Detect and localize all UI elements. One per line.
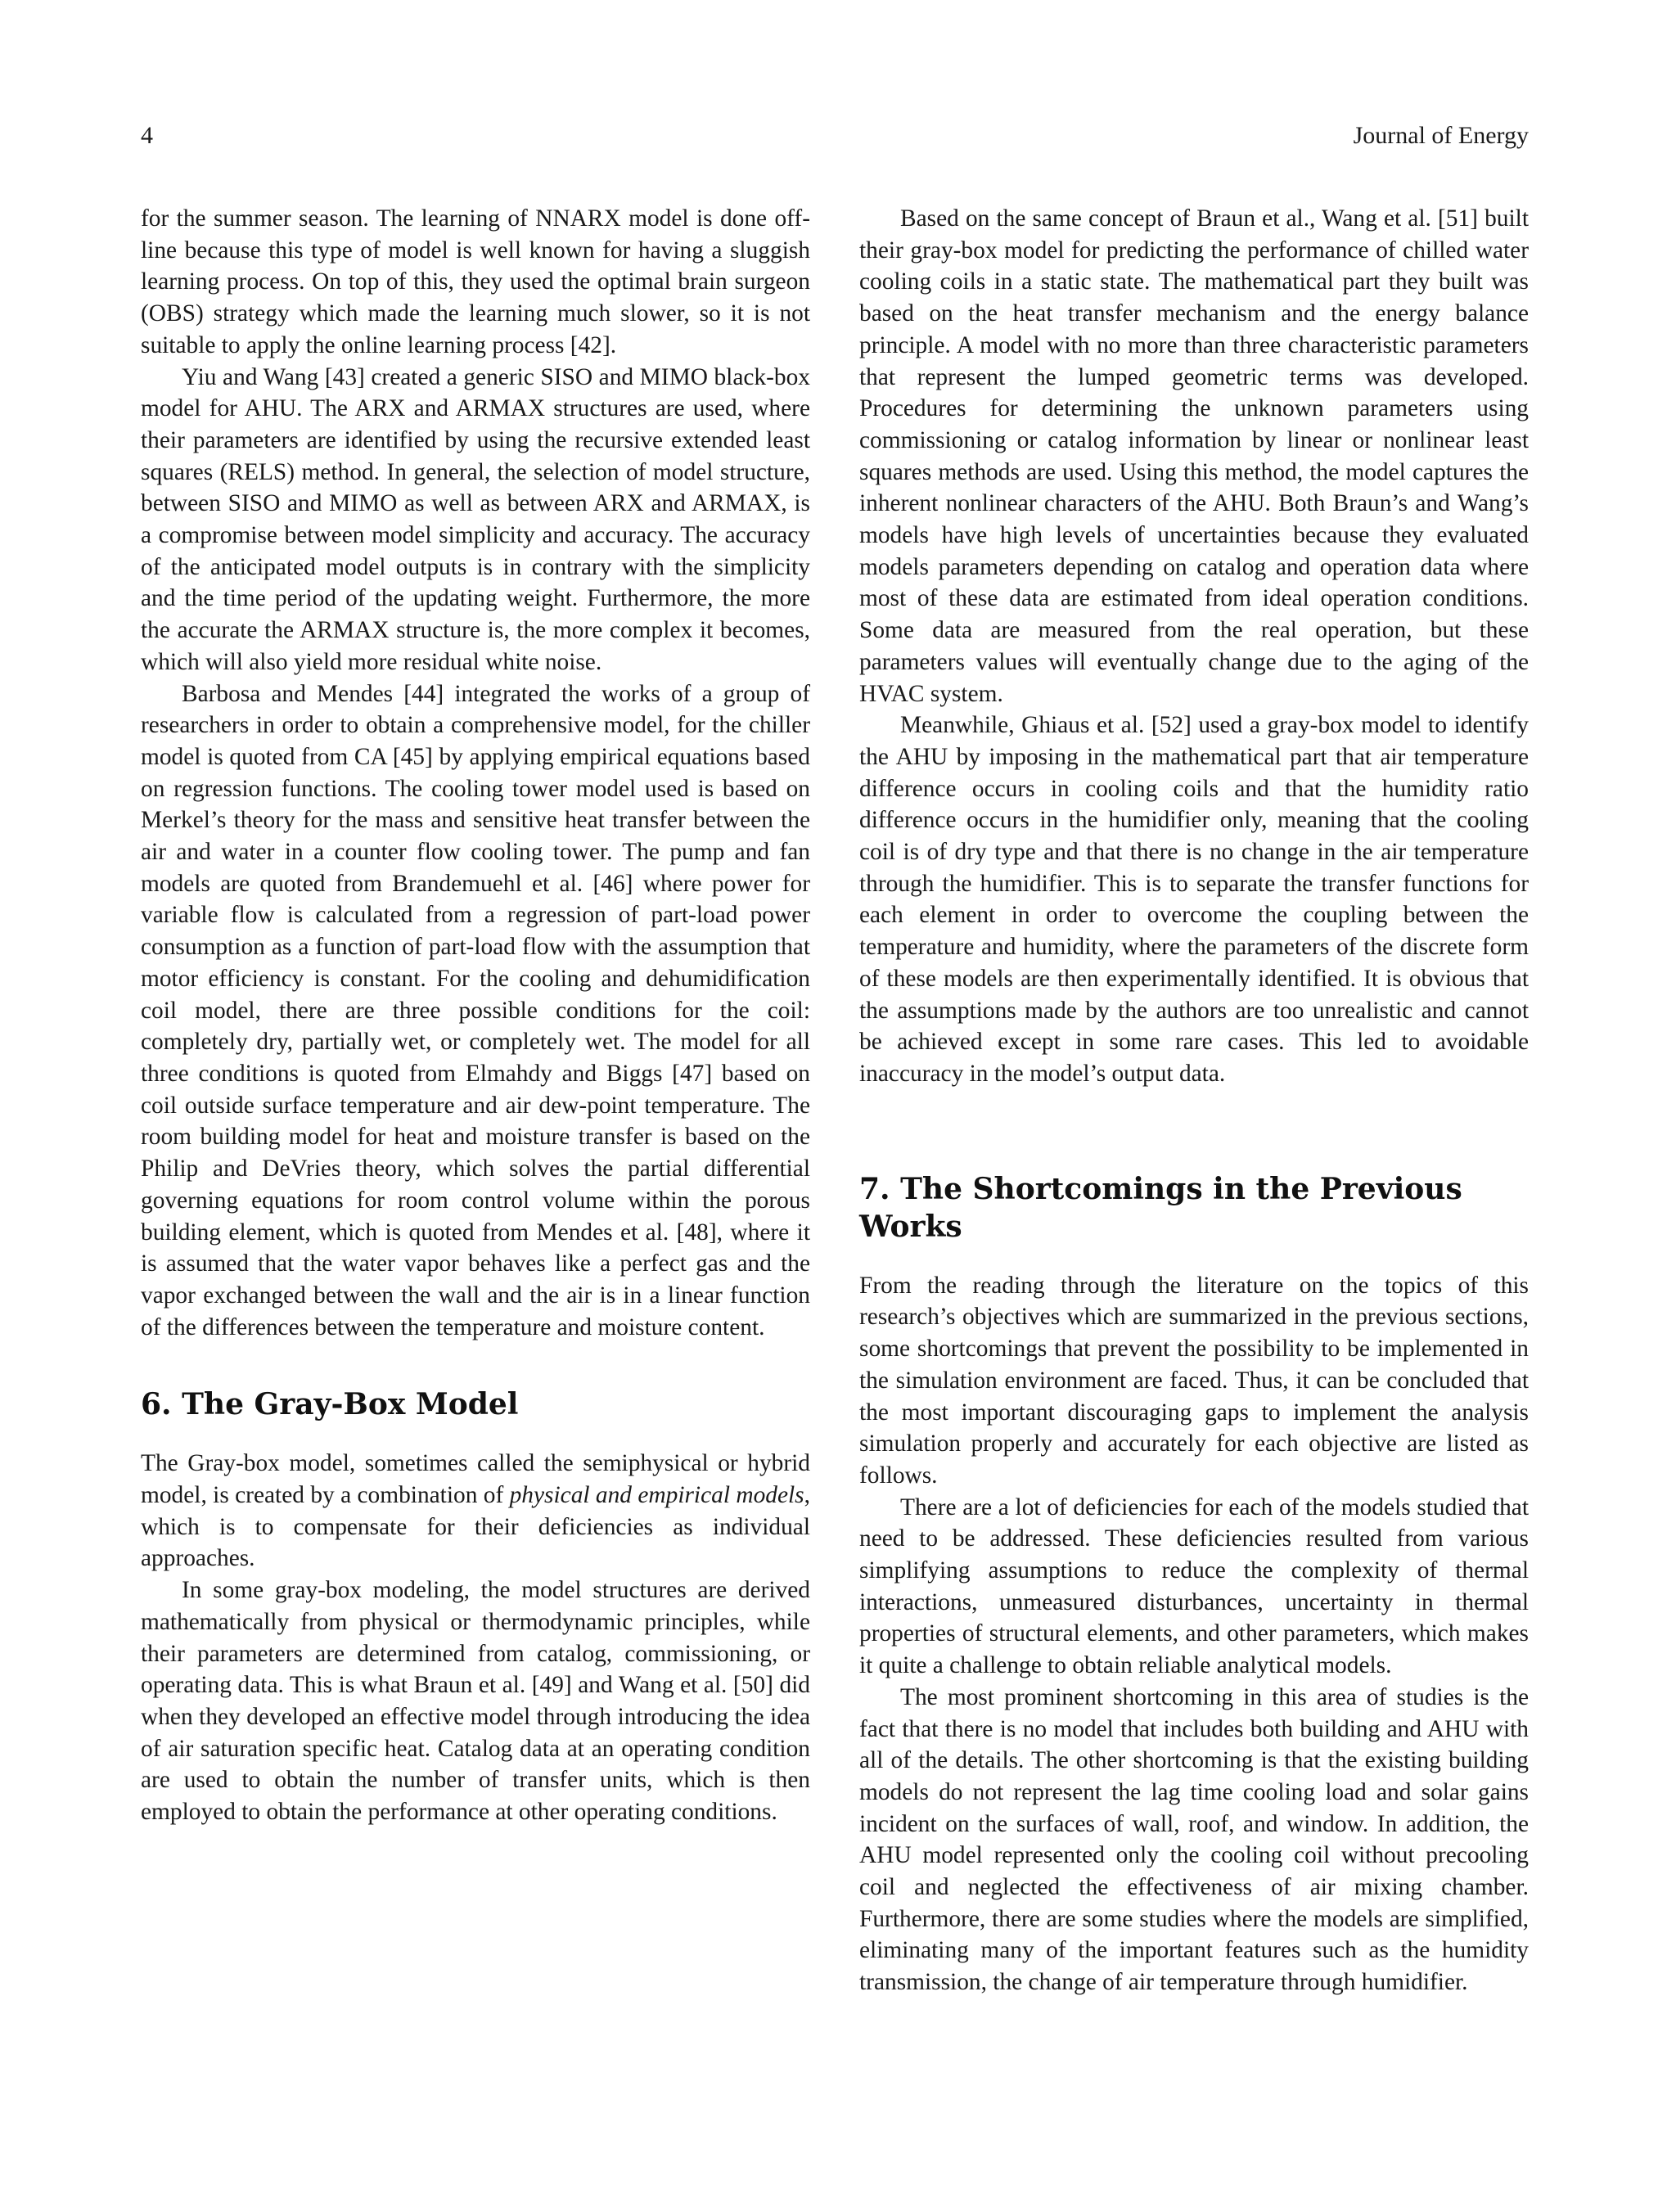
paragraph-gray-box-modeling: In some gray-box modeling, the model structures are derived mathematically from physical or thermodynamic principles, while their parameters are determined from catalog, commissioning, or operating data. This is what Braun et al. [49] and Wang et al. [50] did when they developed an effective model through introducing the idea of air saturation specific heat. Catalog data at an operating condition are used to obtain the number of transfer units, which is then employed to obtain the performance at other operating conditions. (141, 1577, 810, 1826)
left-column (141, 203, 810, 1828)
paragraph-prominent-shortcoming: The most prominent shortcoming in this area of studies is the fact that there is no model that includes both building and AHU with all of the details. The other shortcoming is that the existing building models do not represent the lag time cooling load and solar gains incident on the surfaces of wall, roof, and window. In addition, the AHU model represented only the cooling coil without precooling coil and neglected the effectiveness of air mixing chamber. Furthermore, there are some studies where the models are simplified, eliminating many of the important features such as the humidity transmission, the change of air temperature through humidifier. (859, 1683, 1529, 1996)
gray-box-emphasis: physical and empirical models (509, 1482, 804, 1509)
right-column (859, 203, 1529, 1998)
paragraph-gray-box-definition (141, 1448, 810, 1575)
page-number: 4 (141, 122, 153, 149)
section-6-heading: 6. The Gray-Box Model (141, 1387, 519, 1422)
gray-box-text-post: , which is to compensate for their deficiencies as individual approaches. (141, 1482, 810, 1572)
paragraph-ghiaus: Meanwhile, Ghiaus et al. [52] used a gray-box model to identify the AHU by imposing in the mathematical part that air temperature difference occurs in cooling coils and that the humidity ratio difference occurs in the humidifier only, meaning that the cooling coil is of dry type and that there is no change in the air temperature through the humidifier. This is to separate the transfer functions for each element in order to overcome the coupling between the temperature and humidity, where the parameters of the discrete form of these models are then experimentally identified. It is obvious that the assumptions made by the authors are too unrealistic and cannot be achieved except in some rare cases. This led to avoidable inaccuracy in the model’s output data. (859, 712, 1529, 1087)
paragraph-shortcomings-intro: From the reading through the literature on the topics of this research’s objectives which are summarized in the previous sections, some shortcomings that prevent the possibility to be implemented in the simulation environment are faced. Thus, it can be concluded that the most important discouraging gaps to implement the analysis simulation properly and accurately for each objective are listed as follows. (859, 1272, 1529, 1489)
paragraph-wang-gray-box: Based on the same concept of Braun et al., Wang et al. [51] built their gray-box model for predicting the performance of chilled water cooling coils in a static state. The mathematical part they built was based on the heat transfer mechanism and the energy balance principle. A model with no more than three characteristic parameters that represent the lumped geometric terms was developed. Procedures for determining the unknown parameters using commissioning or catalog information by linear or nonlinear least squares methods are used. Using this method, the model captures the inherent nonlinear characters of the AHU. Both Braun’s and Wang’s models have high levels of uncertainties because they evaluated models parameters depending on catalog and operation data where most of these data are estimated from ideal operation conditions. Some data are measured from the real operation, but these parameters values will eventually change due to the aging of the HVAC system. (859, 205, 1529, 707)
paragraph-barbosa-mendes: Barbosa and Mendes [44] integrated the works of a group of researchers in order to obtain a comprehensive model, for the chiller model is quoted from CA [45] by applying empirical equations based on regression functions. The cooling tower model used is based on Merkel’s theory for the mass and sensitive heat transfer between the air and water in a counter flow cooling tower. The pump and fan models are quoted from Brandemuehl et al. [46] where power for variable flow is calculated from a regression of part-load power consumption as a function of part-load flow with the assumption that motor efficiency is constant. For the cooling and dehumidification coil model, there are three possible conditions for the coil: completely dry, partially wet, or completely wet. The model for all three conditions is quoted from Elmahdy and Biggs [47] based on coil outside surface temperature and air dew-point temperature. The room building model for heat and moisture transfer is based on the Philip and DeVries theory, which solves the partial differential governing equations for room control volume within the porous building element, which is quoted from Mendes et al. [48], where it is assumed that the water vapor behaves like a perfect gas and the vapor exchanged between the wall and the air is in a linear function of the differences between the temperature and moisture content. (141, 680, 810, 1340)
paragraph-yiu-wang: Yiu and Wang [43] created a generic SISO and MIMO black-box model for AHU. The ARX and ARMAX structures are used, where their parameters are identified by using the recursive extended least squares (RELS) method. In general, the selection of model structure, between SISO and MIMO as well as between ARX and ARMAX, is a compromise between model simplicity and accuracy. The accuracy of the anticipated model outputs is in contrary with the simplicity and the time period of the updating weight. Furthermore, the more the accurate the ARMAX structure is, the more complex it becomes, which will also yield more residual white noise. (141, 363, 810, 675)
journal-name: Journal of Energy (1353, 122, 1529, 149)
paragraph-deficiencies: There are a lot of deficiencies for each of the models studied that need to be addressed. These deficiencies resulted from various simplifying assumptions to reduce the complexity of thermal interactions, unmeasured disturbances, uncertainty in thermal properties of structural elements, and other parameters, which makes it quite a challenge to obtain reliable analytical models. (859, 1493, 1529, 1679)
paragraph-nnarx-continuation: for the summer season. The learning of NNARX model is done off-line because this type of model is well known for having a sluggish learning process. On top of this, they used the optimal brain surgeon (OBS) strategy which made the learning much slower, so it is not suitable to apply the online learning process [42]. (141, 205, 810, 358)
section-7-heading: 7. The Shortcomings in the Previous Works (859, 1171, 1462, 1244)
page-header (141, 118, 1529, 154)
gray-box-text-pre: The Gray-box model, sometimes called the semiphysical or hybrid model, is created by a combination of (141, 1450, 810, 1509)
